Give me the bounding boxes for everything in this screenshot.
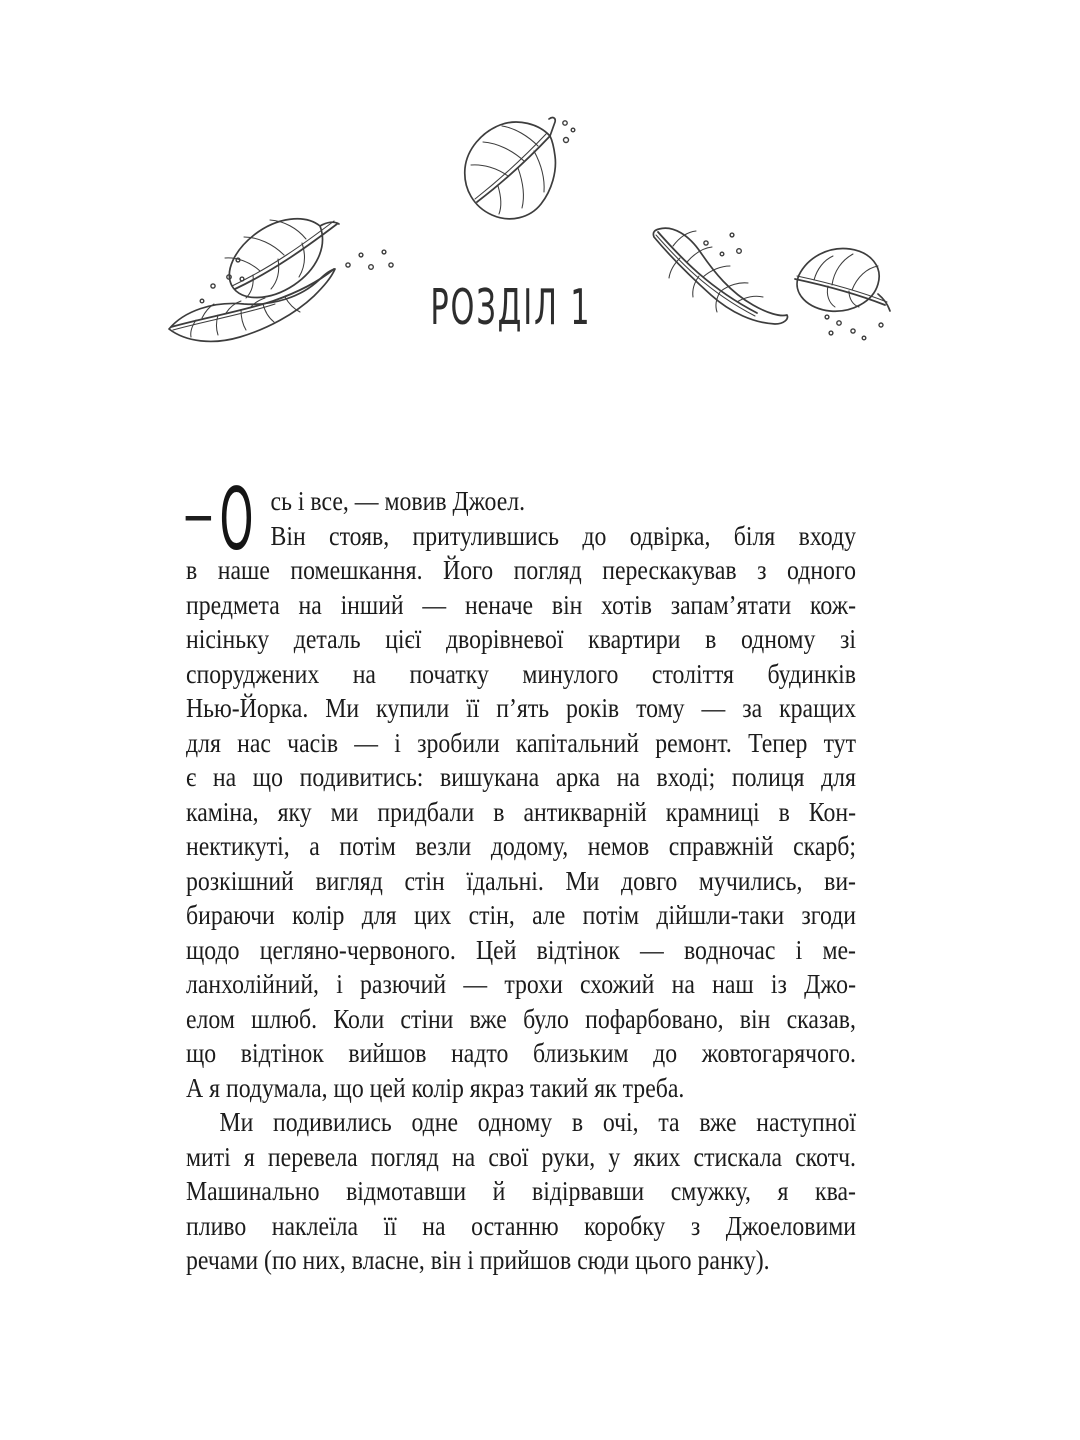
text-line: в наше помешкання. Його погляд перескакував з одного bbox=[186, 555, 856, 585]
text-line: щодо цегляно-червоного. Цей відтінок — водночас і ме- bbox=[186, 934, 856, 965]
text-line: споруджених на початку минулого століття будинків bbox=[186, 658, 856, 689]
text-line: речами (по них, власне, він і прийшов сюди цього ранку). bbox=[186, 1245, 770, 1275]
paragraph-2 bbox=[186, 1105, 856, 1278]
dialogue-dash: — bbox=[184, 478, 213, 552]
text-line: А я подумала, що цей колір якраз такий як треба. bbox=[186, 1072, 685, 1103]
text-line: розкішний вигляд стін їдальні. Ми довго мучились, ви- bbox=[186, 865, 856, 896]
text-line: предмета на інший — неначе він хотів запам’ятати кож- bbox=[186, 589, 856, 620]
text-line: каміна, яку ми придбали в антикварній крамниці в Кон- bbox=[186, 796, 856, 827]
text-line: Машинально відмотавши й відірвавши смужку, я ква- bbox=[186, 1176, 856, 1206]
text-line: що відтінок вийшов надто близьким до жовтогарячого. bbox=[186, 1038, 856, 1068]
body-text bbox=[184, 470, 856, 1278]
text-line: для нас часів — і зробили капітальний ремонт. Тепер тут bbox=[186, 727, 856, 758]
text-line: ланхолійний, і разючий — трохи схожий на наш із Джо- bbox=[186, 969, 856, 999]
text-line: є на що подивитись: вишукана арка на вході; полиця для bbox=[186, 762, 856, 792]
chapter-title-text: РОЗДІЛ 1 bbox=[430, 279, 592, 336]
text-line: миті я перевела погляд на свої руки, у яких стискала скотч. bbox=[186, 1141, 856, 1172]
text-line: нектикуті, а потім везли додому, немов справжній скарб; bbox=[186, 831, 856, 861]
text-line: нісіньку деталь цієї дворівневої квартири в одному зі bbox=[186, 624, 856, 654]
text-line: Нью-Йорка. Ми купили її п’ять років тому — за кращих bbox=[186, 693, 856, 723]
chapter-heading bbox=[176, 279, 846, 336]
text-line: бираючи колір для цих стін, але потім дійшли-таки згоди bbox=[186, 900, 856, 930]
drop-cap-letter: О bbox=[219, 470, 254, 570]
text-line: Він стояв, притулившись до одвірка, біля входу bbox=[270, 520, 856, 551]
leaf-icon bbox=[452, 112, 577, 227]
text-line: елом шлюб. Коли стіни вже було пофарбовано, він сказав, bbox=[186, 1003, 856, 1034]
text-line: пливо наклеїла її на останню коробку з Джоеловими bbox=[186, 1210, 856, 1241]
paragraph-1 bbox=[184, 470, 856, 1105]
drop-cap bbox=[184, 470, 271, 570]
leaf-ornament-top bbox=[452, 112, 577, 232]
text-line: сь і все, — мовив Джоел. bbox=[270, 486, 526, 516]
seed-dots bbox=[563, 121, 575, 143]
text-line: Ми подивились одне одному в очі, та вже наступної bbox=[219, 1107, 856, 1137]
